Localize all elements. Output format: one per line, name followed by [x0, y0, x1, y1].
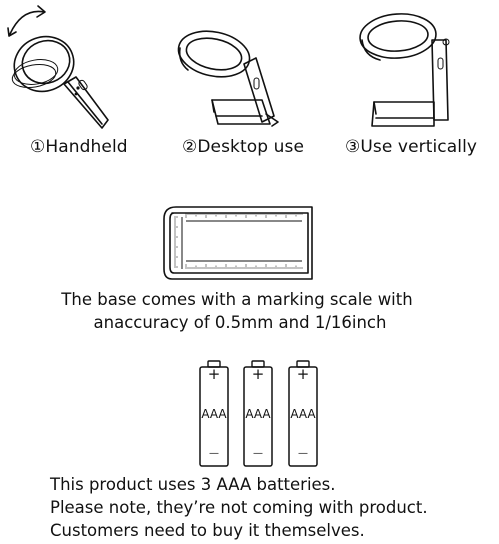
battery-type-label: AAA [245, 407, 271, 421]
not-included-note: Please note, they’re not coming with product. [50, 498, 428, 517]
battery-type-label: AAA [290, 407, 316, 421]
battery-negative-terminal: — [298, 448, 308, 459]
scale-description-line2: anaccuracy of 0.5mm and 1/16inch [93, 313, 387, 332]
aaa-battery [198, 360, 230, 468]
purchase-note: Customers need to buy it themselves. [50, 521, 365, 540]
aaa-battery [287, 360, 319, 468]
mode-vertical-label: ③Use vertically [345, 137, 478, 157]
mode-desktop-label: ②Desktop use [182, 137, 305, 157]
desktop-use-illustration [174, 18, 284, 148]
battery-note: This product uses 3 AAA batteries. [50, 475, 336, 494]
battery-type-label: AAA [201, 407, 227, 421]
battery-positive-terminal: + [296, 365, 310, 383]
aaa-battery [242, 360, 274, 468]
battery-negative-terminal: — [209, 448, 219, 459]
battery-negative-terminal: — [253, 448, 263, 459]
vertical-use-illustration [354, 10, 464, 140]
battery-positive-terminal: + [251, 365, 265, 383]
handheld-illustration [2, 2, 122, 132]
marking-scale-illustration [162, 203, 322, 283]
scale-description-line1: The base comes with a marking scale with [61, 290, 413, 309]
battery-positive-terminal: + [207, 365, 221, 383]
mode-handheld-label: ①Handheld [30, 137, 128, 157]
